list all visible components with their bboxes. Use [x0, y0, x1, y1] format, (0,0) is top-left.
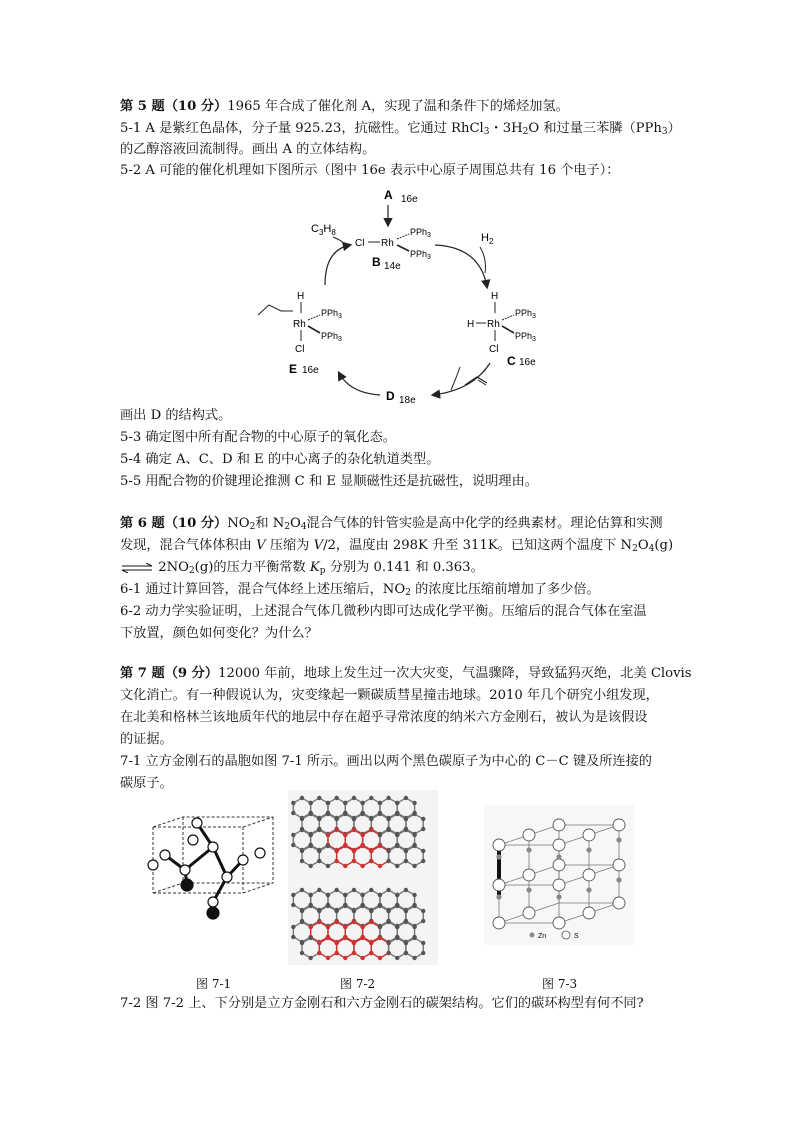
c-h-top: H: [491, 291, 499, 302]
c-h-left: H: [467, 319, 475, 330]
q6-2-line1: 6-2 动力学实验证明，上述混合气体几微秒内即可达成化学平衡。压缩后的混合气体在室温: [120, 604, 647, 619]
e-pph3-1-sub: 3: [338, 313, 342, 320]
c-pph3-1: PPh: [515, 308, 533, 318]
c3h8-sub8: 8: [331, 228, 336, 237]
q5-intro: 1965 年合成了催化剂 A，实现了温和条件下的烯烃加氢。: [227, 99, 569, 114]
q6-l1-d: 2: [284, 522, 290, 532]
q6-l2-d: 2: [632, 544, 638, 554]
s-atom: [613, 897, 625, 909]
s-atom: [493, 917, 505, 929]
label-D: D: [386, 389, 395, 403]
e-cl: Cl: [295, 344, 305, 355]
s-atom: [613, 819, 625, 831]
s-atom: [583, 829, 595, 841]
q6-l1-b: 2: [249, 522, 256, 532]
e-propyl-chain: [258, 305, 293, 315]
b-pph3-1-sub: 3: [427, 232, 431, 239]
q5-1-line2: 的乙醇溶液回流制得。画出 A 的立体结构。: [120, 142, 376, 157]
q6-l3-a: 2NO: [154, 560, 189, 575]
label-E-e: 16e: [302, 365, 319, 376]
figure-7-3-caption: 图 7-3: [542, 977, 578, 991]
q6-line2: [120, 536, 673, 559]
svg-text:PPh3: [515, 331, 536, 343]
q6-l1-c: 和 N: [255, 516, 285, 531]
zn-atom: [526, 847, 531, 852]
q7-2-line: 7-2 图 7-2 上、下分别是立方金刚石和六方金刚石的碳架结构。它们的碳环构型有何不同?: [120, 996, 644, 1011]
q6-1-c: 的浓度比压缩前增加了多少倍。: [410, 582, 600, 597]
zn-atom: [556, 894, 561, 899]
arrow-B-to-C: [435, 245, 487, 287]
q6-l2-v: V: [256, 538, 266, 553]
label-A: A: [384, 188, 393, 202]
catalytic-cycle-scheme: [255, 185, 575, 410]
q7-line4: 的证据。: [120, 732, 173, 747]
b-bond-p1: [397, 234, 409, 239]
figure-7-1-diamond-unit-cell: [135, 805, 280, 925]
q6-l2-e: O: [637, 538, 649, 553]
q5-1-text-c: O 和过量三苯膦（PPh: [528, 121, 662, 136]
q6-l3-p: p: [319, 566, 326, 576]
s-atom: [583, 907, 595, 919]
s-atom: [553, 917, 565, 929]
s-atom: [493, 839, 505, 851]
q6-l2-f: 4: [648, 544, 655, 554]
q7-title: 第 7 题（9 分）: [120, 666, 219, 681]
q5-1-sub-b: 2: [522, 127, 529, 137]
c-pph3-2: PPh: [515, 331, 533, 341]
e-pph3-1: PPh: [321, 308, 339, 318]
q7-line1: [120, 664, 692, 683]
label-D-e: 18e: [399, 395, 416, 406]
e-pph3-2-sub: 3: [338, 336, 342, 343]
label-B-e: 14e: [384, 261, 401, 272]
zn-atom: [586, 847, 591, 852]
q5-1-text-b: ・3H: [489, 121, 523, 136]
q5-title-line: [120, 97, 569, 116]
q6-l2-c: /2，温度由 298K 升至 311K。已知这两个温度下 N: [323, 538, 633, 553]
q6-line1: [120, 514, 663, 537]
q6-1-a: 6-1 通过计算回答，混合气体经上述压缩后，NO: [120, 582, 406, 597]
svg-text:PPh3: [515, 308, 536, 320]
q6-l1-e: O: [290, 516, 301, 531]
q5-1-sub-a: 3: [483, 127, 490, 137]
zn-atom: [496, 854, 501, 859]
q5-5-line: 5-5 用配合物的价键理论推测 C 和 E 显顺磁性还是抗磁性，说明理由。: [120, 474, 538, 489]
zn-atom: [496, 894, 501, 899]
s-atom: [553, 839, 565, 851]
s-atom: [553, 879, 565, 891]
q5-1-text-a: 5-1 A 是紫红色晶体，分子量 925.23，抗磁性。它通过 RhCl: [120, 121, 484, 136]
zn-atom: [526, 887, 531, 892]
q7-l1: 12000 年前，地球上发生过一次大灾变，气温骤降，导致猛犸灭绝，北美 Clovis: [218, 666, 692, 681]
b-pph3-1: PPh: [410, 227, 428, 237]
q6-1-b: 2: [405, 588, 411, 598]
s-legend-icon: [562, 931, 570, 939]
figure-7-3-wurtzite-structure: [484, 805, 634, 945]
svg-text:PPh3: [321, 331, 342, 343]
q7-line2: 文化消亡。有一种假说认为，灾变缘起一颗碳质彗星撞击地球。2010 年几个研究小组发现，: [120, 688, 659, 703]
figure-7-2-carbon-frameworks: [288, 790, 438, 965]
svg-text:H2: [481, 232, 494, 246]
zn-atom: [586, 887, 591, 892]
e-h: H: [297, 291, 305, 302]
figure-7-2-caption: 图 7-2: [340, 977, 376, 991]
b-pph3-2: PPh: [410, 249, 428, 259]
q6-l2-v2: V: [313, 538, 324, 553]
label-C-e: 16e: [519, 357, 536, 368]
label-A-e: 16e: [401, 194, 418, 205]
s-atom: [523, 869, 535, 881]
q6-l3-d: 分别为 0.141 和 0.363。: [325, 560, 484, 575]
b-bond-p2: [397, 245, 409, 251]
c3h8-release: [333, 237, 345, 245]
label-B: B: [372, 255, 381, 269]
e-bond-p2: [308, 326, 320, 333]
q6-l2-b: 压缩为: [265, 538, 314, 553]
q6-l3-c: (g)的压力平衡常数: [194, 560, 310, 575]
q6-title: 第 6 题（10 分）: [120, 516, 228, 531]
q5-1-line1: [120, 119, 681, 142]
c-pph3-1-sub: 3: [532, 313, 536, 320]
c-bond-p2: [502, 326, 514, 333]
b-cl: Cl: [355, 238, 365, 249]
q6-l2-g: (g): [654, 538, 674, 553]
svg-text:PPh3: [321, 308, 342, 320]
q6-l1-a: NO: [227, 516, 250, 531]
propene-entry: [451, 367, 460, 390]
q7-1-line2: 碳原子。: [120, 776, 173, 791]
q7-line3: 在北美和格林兰该地质年代的地层中存在超乎寻常浓度的纳米六方金刚石，被认为是该假设: [120, 710, 648, 725]
q5-draw-D: 画出 D 的结构式。: [120, 408, 232, 423]
c-cl: Cl: [489, 344, 499, 355]
q6-l1-f: 4: [300, 522, 307, 532]
zn-legend-icon: [530, 933, 535, 938]
q5-1-text-d: ）: [667, 121, 681, 136]
q6-2-line2: 下放置，颜色如何变化？为什么？: [120, 626, 318, 641]
h2-h: H: [481, 232, 489, 244]
zn-atom: [616, 837, 621, 842]
svg-text:C3H8: [311, 223, 336, 237]
c-bond-p1: [502, 315, 514, 320]
label-C: C: [507, 354, 516, 368]
zn-atom: [616, 877, 621, 882]
figure-7-1-caption: 图 7-1: [196, 977, 232, 991]
arrow-E-to-B: [325, 245, 350, 285]
equilibrium-arrow-icon: [120, 563, 154, 573]
s-atom: [553, 819, 565, 831]
e-pph3-2: PPh: [321, 331, 339, 341]
q5-1-sub-c: 3: [661, 127, 668, 137]
q5-4-line: 5-4 确定 A、C、D 和 E 的中心离子的杂化轨道类型。: [120, 452, 440, 467]
e-bond-p1: [308, 315, 320, 320]
s-atom: [583, 869, 595, 881]
zn-atom: [556, 854, 561, 859]
s-atom: [613, 859, 625, 871]
s-atom: [493, 879, 505, 891]
c-rh: Rh: [487, 319, 500, 330]
propene-double-bond: [478, 380, 486, 385]
s-atom: [523, 907, 535, 919]
q5-2-line: 5-2 A 可能的催化机理如下图所示（图中 16e 表示中心原子周围总共有 16 个电子）：: [120, 163, 620, 178]
q6-line3: [120, 558, 484, 581]
s-atom: [553, 859, 565, 871]
label-E: E: [289, 362, 298, 376]
b-rh: Rh: [381, 238, 394, 249]
c3h8-sub3: 3: [318, 228, 324, 237]
q6-l2-a: 发现，混合气体体积由: [120, 538, 257, 553]
q7-1-line1: 7-1 立方金刚石的晶胞如图 7-1 所示。画出以两个黑色碳原子为中心的 C－C 键及所连接的: [120, 754, 652, 769]
q6-l3-b: 2: [188, 566, 195, 576]
svg-text:PPh3: [410, 249, 431, 261]
c-pph3-2-sub: 3: [532, 336, 536, 343]
q6-l3-k: K: [309, 560, 320, 575]
arrow-D-to-E: [339, 373, 380, 395]
svg-text:PPh3: [410, 227, 431, 239]
q5-title: 第 5 题（10 分）: [120, 99, 228, 114]
q6-1-line: [120, 580, 600, 603]
s-atom: [523, 829, 535, 841]
b-pph3-2-sub: 3: [427, 254, 431, 261]
e-rh: Rh: [293, 319, 306, 330]
c3h8-c: C: [311, 223, 319, 235]
q6-l1-g: 混合气体的针管实验是高中化学的经典素材。理论估算和实测: [306, 516, 663, 531]
h2-sub: 2: [488, 237, 494, 246]
s-legend-label: S: [574, 933, 579, 940]
zn-legend-label: Zn: [538, 933, 547, 940]
q5-3-line: 5-3 确定图中所有配合物的中心原子的氧化态。: [120, 430, 396, 445]
c3h8-h: H: [323, 223, 332, 235]
